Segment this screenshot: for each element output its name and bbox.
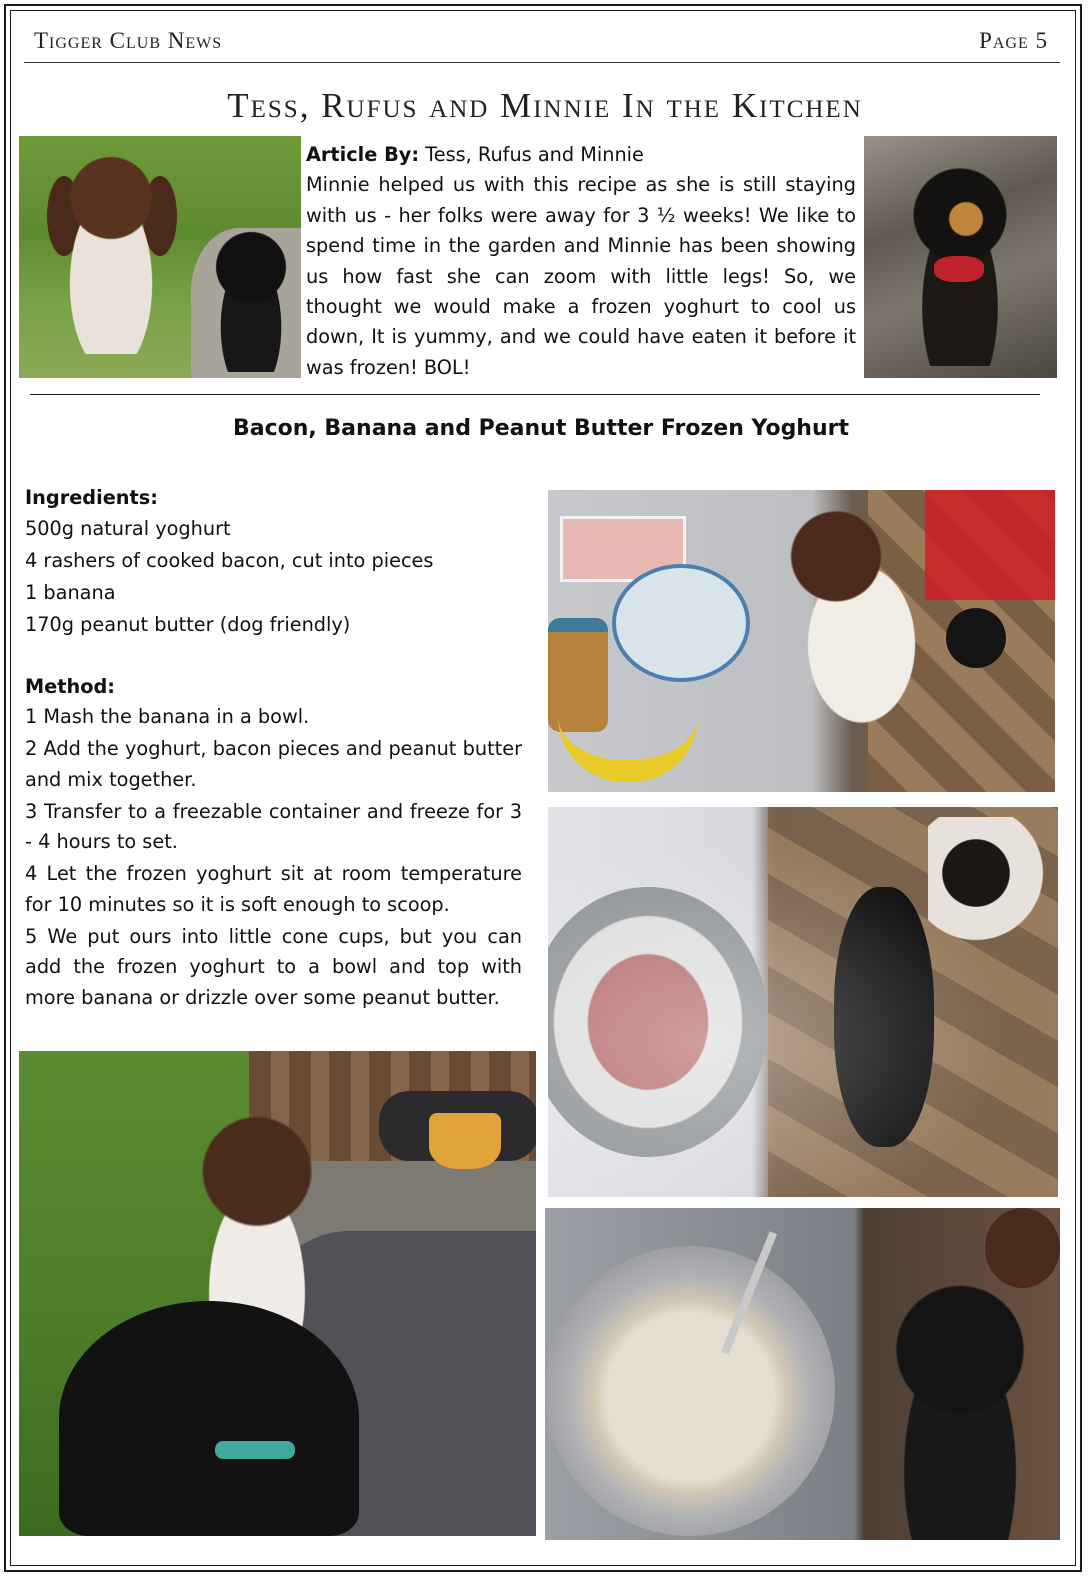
ingredients-heading: Ingredients:: [25, 486, 158, 509]
byline-label: Article By:: [306, 143, 420, 166]
running-header: [24, 26, 1060, 63]
photo-red-cloth: [925, 490, 1055, 600]
page-number: Page 5: [979, 28, 1048, 53]
ingredients-list: [25, 513, 522, 641]
article-title: Tess, Rufus and Minnie In the Kitchen: [227, 86, 863, 125]
photo-light-haze: [548, 807, 1058, 1197]
photo-black-spaniel: [59, 1301, 359, 1536]
ingredient-item: 1 banana: [25, 581, 116, 604]
method-step: 2 Add the yoghurt, bacon pieces and peanut butter and mix together.: [25, 737, 522, 791]
method-list: [25, 702, 522, 1013]
article-intro-block: [306, 140, 856, 383]
article-intro-text: Minnie helped us with this recipe as she is still staying with us - her folks were away for 3 ½ weeks! We like to spend time in the garden and Minnie has been showing us how fast she can zoom with little legs! So, we thought we would make a frozen yoghurt to cool us down, It is yummy, and we could have eaten it before it was frozen! BOL!: [306, 173, 856, 379]
photo-dachshund-on-rocks: [864, 136, 1057, 378]
recipe-body: [25, 482, 522, 1015]
photo-two-spaniels-on-grass: [19, 136, 301, 378]
newsletter-name: Tigger Club News: [34, 28, 223, 53]
photo-finished-mix-with-dog: [545, 1208, 1060, 1540]
photo-spaniel-at-counter: [768, 508, 938, 728]
photo-black-spaniel: [205, 222, 297, 372]
photo-black-dog-looking-up: [875, 1268, 1045, 1540]
photo-liver-white-spaniel: [51, 154, 171, 354]
ingredient-item: 170g peanut butter (dog friendly): [25, 613, 351, 636]
photo-yoghurt-cone: [429, 1113, 501, 1169]
method-step: 1 Mash the banana in a bowl.: [25, 705, 310, 728]
method-step: 4 Let the frozen yoghurt sit at room temperature for 10 minutes so it is soft enough to scoop.: [25, 862, 522, 916]
ingredient-item: 4 rashers of cooked bacon, cut into pieces: [25, 549, 434, 572]
photo-mixed-yoghurt-bowl: [545, 1246, 835, 1536]
photo-mixing-bowl-with-dogs: [548, 807, 1058, 1197]
method-heading: Method:: [25, 675, 115, 698]
byline: [306, 140, 856, 170]
photo-brown-dog-edge: [985, 1208, 1060, 1288]
recipe-title: Bacon, Banana and Peanut Butter Frozen Yoghurt: [232, 416, 850, 441]
photo-peanut-butter-jar: [548, 618, 608, 732]
photo-small-black-dog: [946, 608, 1006, 668]
section-divider: [30, 394, 1040, 395]
method-step: 3 Transfer to a freezable container and freeze for 3 - 4 hours to set.: [25, 799, 522, 853]
photo-dogs-eating-cones: [19, 1051, 536, 1536]
photo-ingredients-with-dog: [548, 490, 1055, 792]
photo-dog-collar: [215, 1441, 295, 1459]
photo-banana: [558, 716, 698, 782]
method-step: 5 We put ours into little cone cups, but you can add the frozen yoghurt to a bowl and top with more banana or drizzle over some peanut butter.: [25, 924, 522, 1009]
photo-yoghurt-tub: [612, 564, 750, 682]
ingredient-item: 500g natural yoghurt: [25, 517, 231, 540]
photo-red-bandana: [934, 256, 984, 282]
byline-authors: Tess, Rufus and Minnie: [425, 143, 644, 166]
